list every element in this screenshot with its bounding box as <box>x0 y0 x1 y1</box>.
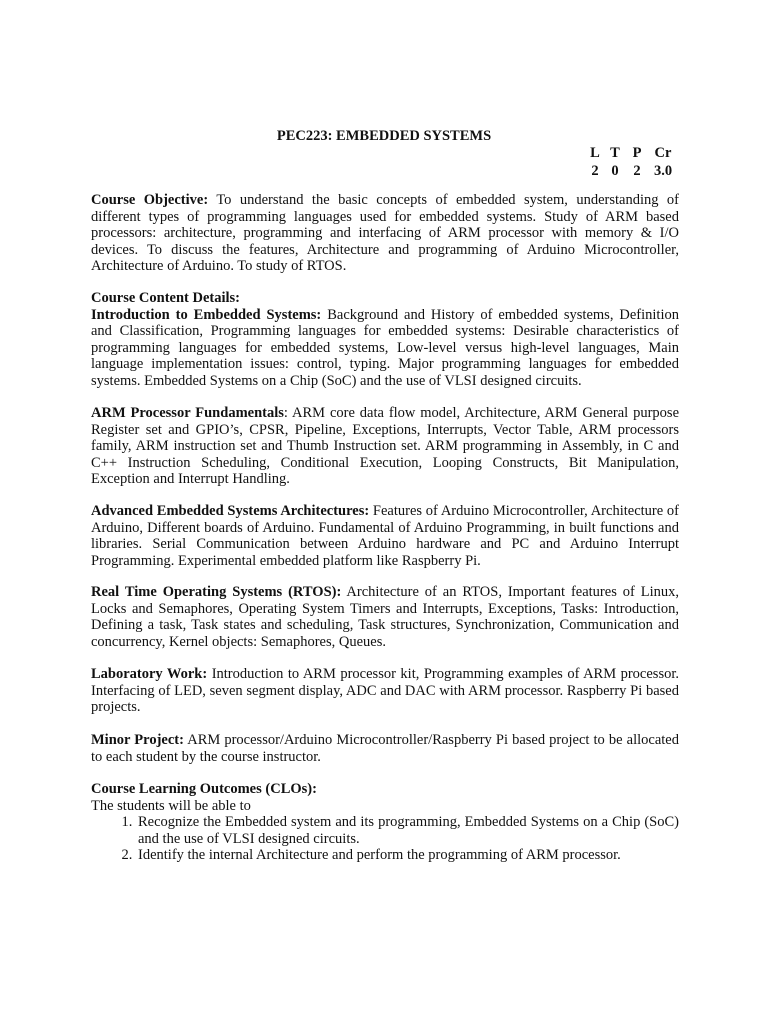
ltp-value-t: 0 <box>611 163 619 179</box>
course-content-heading: Course Content Details: <box>91 290 241 306</box>
advanced-section-text: Features of Arduino Microcontroller, Architecture of Arduino, Different boards of Arduino. Fundamental of Arduino Programming, in built functions and libraries. Serial Communication between Arduino hardware and PC and Arduino Interrupt Programming. Experimental embedded platform like Raspberry Pi. <box>91 503 680 569</box>
clo-intro: The students will be able to <box>91 797 251 814</box>
clo-list <box>91 814 679 864</box>
clo-block <box>91 781 679 864</box>
rtos-section-label: Real Time Operating Systems (RTOS): <box>91 584 342 600</box>
minor-project-section <box>91 732 679 765</box>
arm-section <box>91 405 679 488</box>
ltp-header-t: T <box>610 145 620 161</box>
lab-section-label: Laboratory Work: <box>91 666 208 682</box>
course-title: PEC223: EMBEDDED SYSTEMS <box>276 128 492 144</box>
minor-project-label: Minor Project: <box>91 732 184 748</box>
ltp-header-p: P <box>632 145 642 161</box>
clo-item: 2. Identify the internal Architecture and perform the programming of ARM processor. <box>136 847 679 864</box>
clo-item: 1. Recognize the Embedded system and its programming, Embedded Systems on a Chip (SoC) and the use of VLSI designed circuits. <box>136 814 679 847</box>
advanced-section-label: Advanced Embedded Systems Architectures: <box>91 503 370 519</box>
lab-section <box>91 666 679 716</box>
intro-section-text: Background and History of embedded systems, Definition and Classification, Programming languages for embedded systems: Desirable characteristics of programming languages for embedded systems, Low-level versus high-level languages, Main language implementation issues: control, typing. Major programming languages for embedded systems. Embedded Systems on a Chip (SoC) and the use of VLSI designed circuits. <box>91 306 679 389</box>
course-objective-label: Course Objective: <box>91 192 209 208</box>
rtos-section-text: Architecture of an RTOS, Important features of Linux, Locks and Semaphores, Operating System Timers and Interrupts, Exceptions, Tasks: Introduction, Defining a task, Task states and scheduling, Task structures, Synchronization, Communication and concurrency, Kernel objects: Semaphores, Queues. <box>91 584 679 650</box>
course-objective-paragraph <box>91 192 679 275</box>
arm-section-text: : ARM core data flow model, Architecture, ARM General purpose Register set and GPIO’s, CPSR, Pipeline, Exceptions, Interrupts, Vector Table, ARM processors family, ARM instruction set and Thumb Instruction set. ARM programming in Assembly, in C and C++ Instruction Scheduling, Conditional Execution, Looping Constructs, Bit Manipulation, Exception and Interrupt Handling. <box>91 405 680 487</box>
course-objective-text: To understand the basic concepts of embedded system, understanding of different types of programming languages used for embedded systems. Study of ARM based processors: architecture, programming and interfacing of ARM processor with memory & I/O devices. To discuss the features, Architecture and programming of Arduino Microcontroller, Architecture of Arduino. To study of RTOS. <box>91 192 679 274</box>
minor-project-text: ARM processor/Arduino Microcontroller/Raspberry Pi based project to be allocated to each student by the course instructor. <box>91 732 679 765</box>
intro-section-label: Introduction to Embedded Systems: <box>91 306 322 323</box>
ltp-value-p: 2 <box>633 163 641 179</box>
ltp-header-cr: Cr <box>654 145 672 161</box>
arm-section-label: ARM Processor Fundamentals <box>91 405 284 421</box>
clo-heading: Course Learning Outcomes (CLOs): <box>91 781 317 797</box>
intro-section <box>91 307 679 390</box>
ltp-value-row <box>586 162 678 180</box>
lab-section-text: Introduction to ARM processor kit, Programming examples of ARM processor. Interfacing of LED, seven segment display, ADC and DAC with ARM processor. Raspberry Pi based projects. <box>91 666 679 715</box>
ltp-table <box>586 144 678 180</box>
ltp-header-l: L <box>590 145 600 161</box>
advanced-section <box>91 503 679 569</box>
ltp-value-cr: 3.0 <box>653 163 673 179</box>
ltp-header-row <box>586 144 678 162</box>
rtos-section <box>91 584 679 650</box>
course-content-block <box>91 290 679 389</box>
ltp-value-l: 2 <box>591 163 599 179</box>
